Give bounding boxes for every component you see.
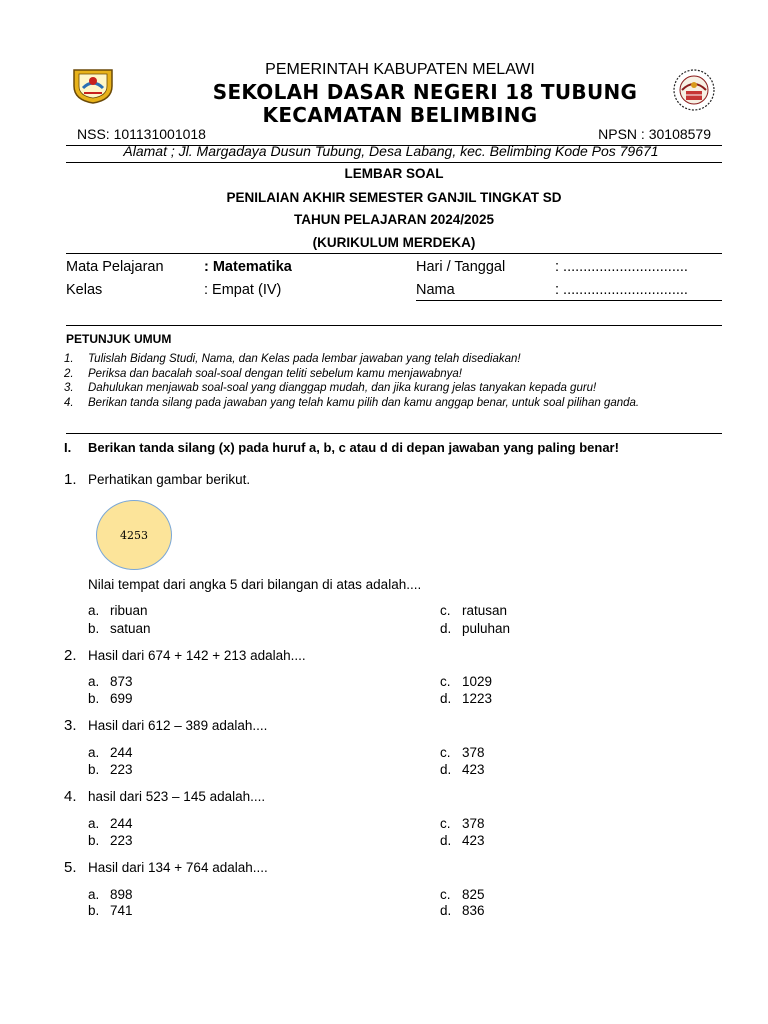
instruction-number: 1. — [64, 353, 74, 365]
class-value: : Empat (IV) — [204, 282, 282, 298]
option-letter: c. — [440, 887, 451, 902]
instruction-item — [64, 396, 639, 411]
name-label: Nama — [416, 282, 455, 298]
question-text: Hasil dari 674 + 142 + 213 adalah.... — [88, 648, 306, 663]
option-letter: d. — [440, 903, 452, 918]
question-3 — [64, 717, 267, 734]
question-1-prompt: Nilai tempat dari angka 5 dari bilangan di atas adalah.... — [88, 577, 422, 592]
instruction-text: Tulislah Bidang Studi, Nama, dan Kelas pada lembar jawaban yang telah disediakan! — [88, 353, 521, 365]
name-field[interactable]: : ............................... — [555, 282, 688, 298]
option-letter: b. — [88, 621, 100, 636]
option-text: 423 — [462, 833, 485, 848]
option-text: puluhan — [462, 621, 511, 636]
option-text: 378 — [462, 816, 485, 831]
figure-number: 4253 — [120, 528, 148, 542]
option-b[interactable] — [88, 691, 133, 706]
option-c[interactable] — [440, 887, 485, 902]
option-text: 423 — [462, 762, 485, 777]
date-label: Hari / Tanggal — [416, 259, 506, 275]
option-text: 1223 — [462, 691, 493, 706]
option-d[interactable] — [440, 833, 485, 848]
curriculum: (KURIKULUM MERDEKA) — [312, 235, 476, 250]
question-5 — [64, 859, 268, 876]
name-underline — [416, 300, 722, 301]
option-text: 1029 — [462, 674, 493, 689]
option-letter: c. — [440, 745, 451, 760]
option-letter: a. — [88, 674, 100, 689]
sheet-title: LEMBAR SOAL — [344, 166, 444, 181]
option-text: 244 — [110, 816, 133, 831]
option-letter: c. — [440, 603, 451, 618]
exam-title: PENILAIAN AKHIR SEMESTER GANJIL TINGKAT SD — [226, 190, 562, 205]
option-text: 741 — [110, 903, 133, 918]
section-text: Berikan tanda silang (x) pada huruf a, b, c atau d di depan jawaban yang paling benar! — [88, 440, 619, 455]
question-text: Hasil dari 612 – 389 adalah.... — [88, 718, 268, 733]
academic-year: TAHUN PELAJARAN 2024/2025 — [293, 212, 495, 227]
option-b[interactable] — [88, 762, 133, 777]
option-c[interactable] — [440, 745, 485, 760]
option-letter: d. — [440, 762, 452, 777]
option-text: 825 — [462, 887, 485, 902]
option-text: 223 — [110, 762, 133, 777]
option-d[interactable] — [440, 621, 510, 636]
question-text: hasil dari 523 – 145 adalah.... — [88, 789, 266, 804]
instruction-item — [64, 352, 639, 367]
section-number: I. — [64, 440, 72, 455]
question-1 — [64, 471, 250, 488]
section-heading — [64, 440, 619, 455]
question-number: 3. — [64, 717, 77, 734]
option-letter: d. — [440, 621, 452, 636]
instructions-title: PETUNJUK UMUM — [66, 332, 172, 346]
option-letter: a. — [88, 603, 100, 618]
instructions-list — [64, 352, 639, 410]
option-letter: b. — [88, 903, 100, 918]
instruction-item — [64, 367, 639, 382]
option-a[interactable] — [88, 603, 148, 618]
question-number: 4. — [64, 788, 77, 805]
question-text: Hasil dari 134 + 764 adalah.... — [88, 860, 268, 875]
nss-number: NSS: 101131001018 — [77, 126, 206, 142]
option-a[interactable] — [88, 816, 133, 831]
option-text: 873 — [110, 674, 133, 689]
option-a[interactable] — [88, 745, 133, 760]
option-letter: d. — [440, 691, 452, 706]
option-b[interactable] — [88, 621, 151, 636]
option-text: 378 — [462, 745, 485, 760]
option-d[interactable] — [440, 903, 485, 918]
question-2 — [64, 647, 306, 664]
question-number: 2. — [64, 647, 77, 664]
option-letter: b. — [88, 762, 100, 777]
question-number: 1. — [64, 471, 77, 488]
school-address: Alamat ; Jl. Margadaya Dusun Tubung, Desa Labang, kec. Belimbing Kode Pos 79671 — [123, 143, 659, 159]
instruction-text: Berikan tanda silang pada jawaban yang telah kamu pilih dan kamu anggap benar, untuk soal pilihan ganda. — [88, 396, 640, 409]
option-letter: c. — [440, 816, 451, 831]
question-4 — [64, 788, 265, 805]
number-circle-figure — [96, 500, 172, 570]
option-text: 244 — [110, 745, 133, 760]
option-d[interactable] — [440, 762, 485, 777]
instruction-text: Dahulukan menjawab soal-soal yang dianggap mudah, dan jika kurang jelas tanyakan kepada guru! — [88, 382, 597, 395]
option-text: ratusan — [462, 603, 508, 618]
class-label: Kelas — [66, 282, 103, 298]
option-text: ribuan — [110, 603, 148, 618]
government-name: PEMERINTAH KABUPATEN MELAWI — [265, 61, 535, 78]
option-letter: b. — [88, 833, 100, 848]
option-letter: c. — [440, 674, 451, 689]
option-text: 699 — [110, 691, 133, 706]
question-text: Perhatikan gambar berikut. — [88, 472, 251, 487]
instruction-number: 3. — [64, 382, 74, 395]
option-letter: a. — [88, 745, 100, 760]
instruction-text: Periksa dan bacalah soal-soal dengan teliti sebelum kamu menjawabnya! — [88, 367, 462, 380]
option-c[interactable] — [440, 816, 485, 831]
info-divider-top — [66, 253, 722, 254]
option-b[interactable] — [88, 833, 133, 848]
option-text: satuan — [110, 621, 151, 636]
option-c[interactable] — [440, 674, 492, 689]
question-number: 5. — [64, 859, 77, 876]
option-letter: d. — [440, 833, 452, 848]
npsn-number: NPSN : 30108579 — [598, 126, 711, 142]
subject-label: Mata Pelajaran — [66, 259, 164, 275]
option-letter: b. — [88, 691, 100, 706]
section-divider — [66, 433, 722, 434]
district-name: KECAMATAN BELIMBING — [262, 103, 538, 127]
option-a[interactable] — [88, 887, 133, 902]
option-a[interactable] — [88, 674, 133, 689]
option-text: 836 — [462, 903, 485, 918]
date-field[interactable]: : ............................... — [555, 259, 688, 275]
option-letter: a. — [88, 816, 100, 831]
instructions-divider — [66, 325, 722, 326]
option-c[interactable] — [440, 603, 507, 618]
instruction-item — [64, 381, 639, 396]
option-letter: a. — [88, 887, 100, 902]
option-d[interactable] — [440, 691, 492, 706]
option-text: 898 — [110, 887, 133, 902]
subject-value: : Matematika — [204, 259, 292, 275]
instruction-number: 2. — [64, 367, 74, 380]
header-divider-bottom — [66, 162, 722, 163]
school-name: SEKOLAH DASAR NEGERI 18 TUBUNG — [212, 80, 638, 104]
instruction-number: 4. — [64, 396, 74, 409]
option-text: 223 — [110, 833, 133, 848]
option-b[interactable] — [88, 903, 133, 918]
